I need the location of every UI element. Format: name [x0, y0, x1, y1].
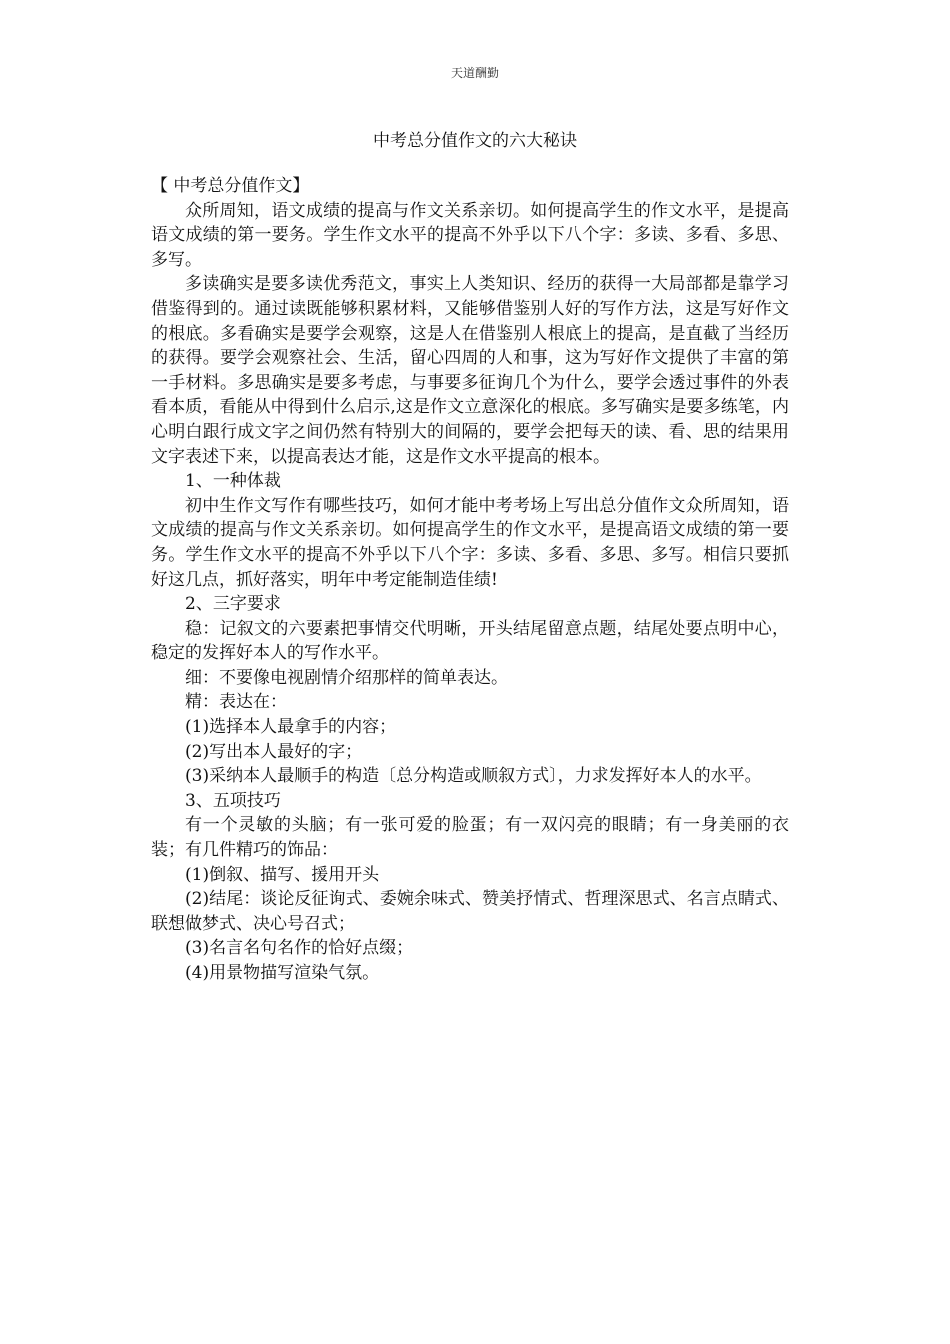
paragraph: (1)倒叙、描写、援用开头: [185, 864, 380, 885]
paragraph: 初中生作文写作有哪些技巧，如何才能中考考场上写出总分值作文众所周知，语文成绩的提高与作文关系亲切。如何提高学生的作文水平，是提高语文成绩的第一要务。学生作文水平的提高不外乎以下八个字：多读、多看、多思、多写。相信只要抓好这几点，抓好落实，明年中考定能制造佳绩!: [151, 495, 789, 590]
page-header: 天道酬勤: [450, 66, 499, 80]
paragraph: (3)采纳本人最顺手的构造〔总分构造或顺叙方式〕，力求发挥好本人的水平。: [185, 766, 762, 787]
paragraph: 1、一种体裁: [185, 471, 281, 492]
paragraph: 【 中考总分值作文】: [151, 176, 310, 196]
document-title: 中考总分值作文的六大秘诀: [373, 131, 577, 151]
paragraph: 稳：记叙文的六要素把事情交代明晰，开头结尾留意点题，结尾处要点明中心，稳定的发挥好本人的写作水平。: [151, 618, 789, 664]
paragraph: 有一个灵敏的头脑；有一张可爱的脸蛋；有一双闪亮的眼睛；有一身美丽的衣装；有几件精巧的饰品：: [151, 815, 789, 861]
document-body: [151, 174, 789, 986]
paragraph: 多读确实是要多读优秀范文，事实上人类知识、经历的获得一大局部都是靠学习借鉴得到的。通过读既能够积累材料，又能够借鉴别人好的写作方法，这是写好作文的根底。多看确实是要学会观察，这是人在借鉴别人根底上的提高，是直截了当经历的获得。要学会观察社会、生活，留心四周的人和事，这为写好作文提供了丰富的第一手材料。多思确实是要多考虑，与事要多征询几个为什么，要学会透过事件的外表看本质，看能从中得到什么启示,这是作文立意深化的根底。多写确实是要多练笔，内心明白跟行成文字之间仍然有特别大的间隔的，要学会把每天的读、看、思的结果用文字表述下来，以提高表达才能，这是作文水平提高的根本。: [151, 274, 789, 467]
paragraph: (4)用景物描写渲染气氛。: [185, 963, 380, 983]
paragraph: 3、五项技巧: [185, 790, 281, 811]
paragraph: 2、三字要求: [185, 594, 281, 615]
paragraph: (3)名言名句名作的恰好点缀；: [185, 938, 414, 959]
paragraph: 细：不要像电视剧情介绍那样的简单表达。: [185, 667, 508, 688]
paragraph: 众所周知，语文成绩的提高与作文关系亲切。如何提高学生的作文水平，是提高语文成绩的第一要务。学生作文水平的提高不外乎以下八个字：多读、多看、多思、多写。: [151, 200, 789, 270]
paragraph: (2)结尾：谈论反征询式、委婉余味式、赞美抒情式、哲理深思式、名言点睛式、联想做梦式、决心号召式；: [151, 889, 789, 934]
paragraph: 精：表达在：: [185, 692, 287, 713]
paragraph: (1)选择本人最拿手的内容；: [185, 717, 397, 738]
paragraph: (2)写出本人最好的字；: [185, 741, 363, 762]
